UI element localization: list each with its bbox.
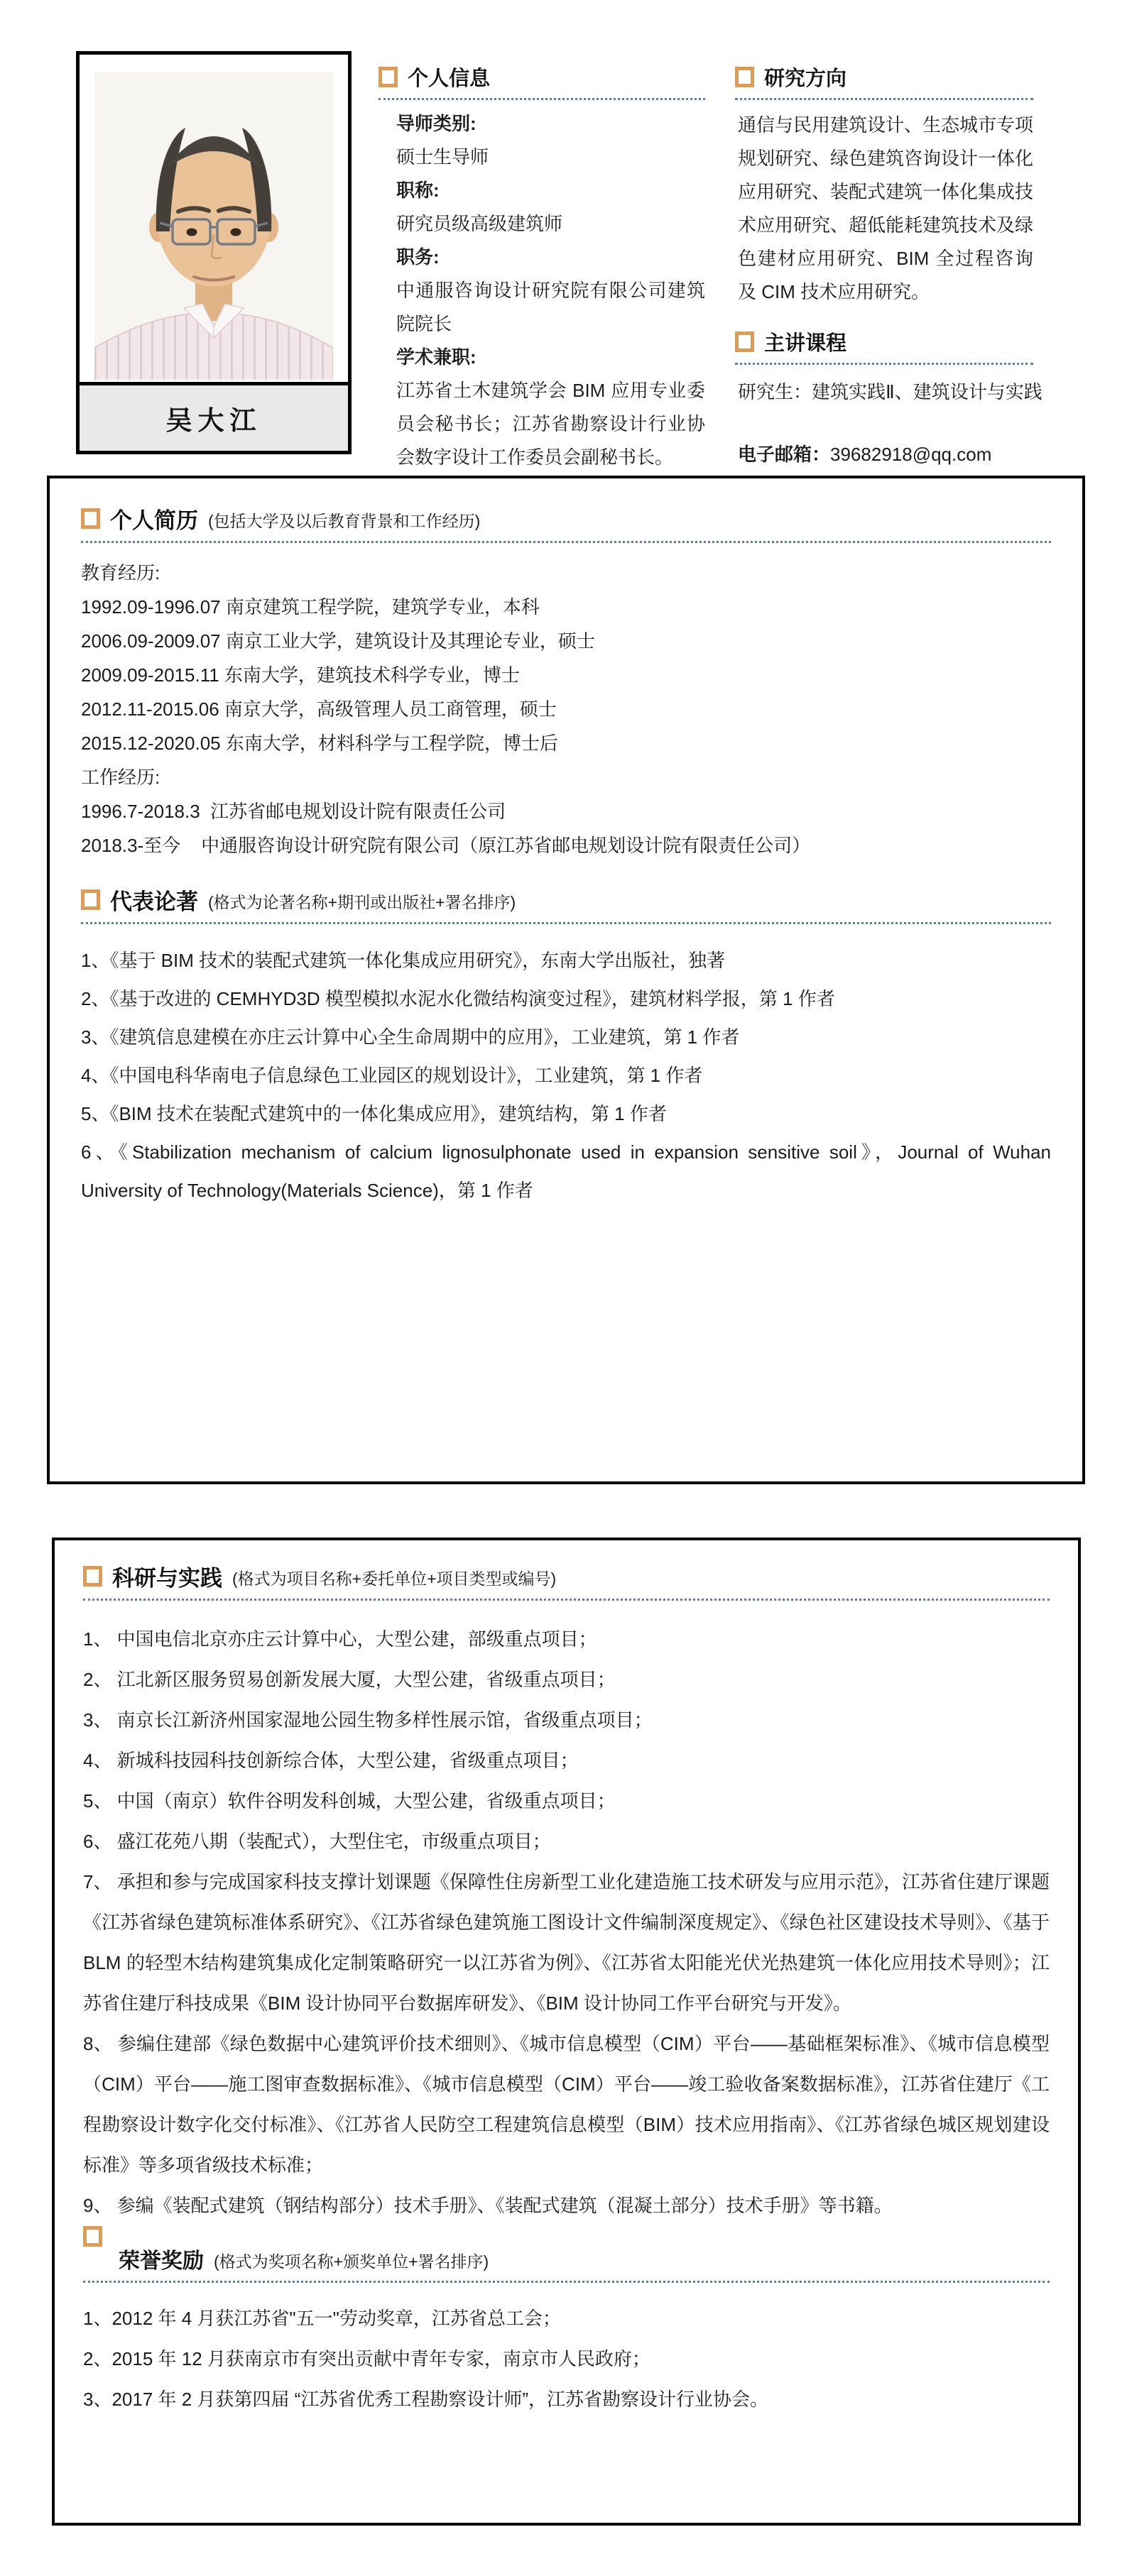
section-marker-icon [81,508,100,529]
section-marker-icon [83,1566,102,1586]
research-direction-title: 研究方向 [764,67,847,90]
education-item: 2006.09-2009.07 南京工业大学，建筑设计及其理论专业，硕士 [81,630,595,652]
info-field-value: 中通服咨询设计研究院有限公司建筑院院长 [396,280,705,334]
info-field-value: 江苏省土木建筑学会 BIM 应用专业委员会秘书长；江苏省勘察设计行业协会数字设计工作委员会副秘书长。 [396,380,705,468]
publication-item: 2、《基于改进的 CEMHYD3D 模型模拟水泥水化微结构演变过程》，建筑材料学报，第 1 作者 [81,988,835,1009]
name-band [80,382,348,451]
section-marker-icon [379,67,398,87]
resume-title: 个人简历 [110,508,198,533]
publication-item: 1、《基于 BIM 技术的装配式建筑一体化集成应用研究》，东南大学出版社，独著 [81,950,726,971]
projects-list [83,1619,1050,2226]
section-marker-icon [83,2226,102,2247]
portrait-illustration [94,72,333,380]
awards-list [83,2298,1050,2420]
info-field [396,107,705,174]
portrait-photo [94,72,333,380]
projects-box [52,1538,1081,2526]
courses-title: 主讲课程 [764,332,847,355]
project-item: 7、 承担和参与完成国家科技支撑计划课题《保障性住房新型工业化建造施工技术研发与应用示范》，江苏省住建厅课题《江苏省绿色建筑标准体系研究》、《江苏省绿色建筑施工图设计文件编制深度规定》、《绿色社区建设技术导则》、《基于 BLM 的轻型木结构建筑集成化定制策略研究一以江苏省为例》、《江苏省太阳能光伏光热建筑一体化应用技术导则》；江苏省住建厅科技成果《BIM 设计协同平台数据库研发》、《BIM 设计协同工作平台研究与开发》。 [83,1871,1050,2014]
personal-info-header [379,62,705,100]
projects-header [83,1560,1050,1601]
photo-card [76,51,352,454]
project-item: 4、 新城科技园科技创新综合体，大型公建，省级重点项目； [83,1750,579,1771]
project-item: 5、 中国（南京）软件谷明发科创城，大型公建，省级重点项目； [83,1790,616,1812]
education-list [81,590,1051,760]
info-field-label: 学术兼职: [396,346,477,368]
publication-item: 5、《BIM 技术在装配式建筑中的一体化集成应用》，建筑结构，第 1 作者 [81,1103,667,1124]
education-label: 教育经历: [81,562,160,583]
projects-note: (格式为项目名称+委托单位+项目类型或编号) [232,1569,557,1588]
project-item: 9、 参编《装配式建筑（钢结构部分）技术手册》、《装配式建筑（混凝土部分）技术手册》等书籍。 [83,2195,893,2216]
resume-note: (包括大学及以后教育背景和工作经历) [208,512,481,530]
section-marker-icon [81,889,100,910]
personal-info-column [379,62,705,474]
projects-title: 科研与实践 [112,1566,222,1591]
awards-header [83,2243,1050,2283]
email-row [738,440,1033,466]
publications-title: 代表论著 [110,889,198,914]
work-label: 工作经历: [81,767,160,788]
publication-item: 6、《Stabilization mechanism of calcium lignosulphonate used in expansion sensitive soil》，Journal of Wuhan University of Technology(Materials Science)，第 1 作者 [81,1141,1051,1201]
publication-item: 4、《中国电科华南电子信息绿色工业园区的规划设计》，工业建筑，第 1 作者 [81,1065,703,1086]
work-list [81,794,1051,862]
project-item: 6、 盛江花苑八期（装配式），大型住宅，市级重点项目； [83,1831,551,1852]
publications-list [81,941,1051,1210]
education-item: 2015.12-2020.05 东南大学，材料科学与工程学院，博士后 [81,733,558,754]
awards-title: 荣誉奖励 [119,2249,204,2273]
research-direction-header [735,62,1033,100]
info-field-label: 职称: [396,180,440,201]
work-item: 1996.7-2018.3 江苏省邮电规划设计院有限责任公司 [81,801,506,822]
research-column [735,62,1042,466]
personal-info-fields [379,107,705,474]
project-item: 8、 参编住建部《绿色数据中心建筑评价技术细则》、《城市信息模型（CIM）平台——基础框架标准》、《城市信息模型（CIM）平台——施工图审查数据标准》、《城市信息模型（CIM）平台——竣工验收备案数据标准》，江苏省住建厅《工程勘察设计数字化交付标准》、《江苏省人民防空工程建筑信息模型（BIM）技术应用指南》、《江苏省绿色城区规划建设标准》等多项省级技术标准； [83,2033,1050,2176]
courses-text: 研究生：建筑实践Ⅱ、建筑设计与实践 [738,381,1042,402]
info-field-value: 研究员级高级建筑师 [396,213,563,234]
education-item: 2012.11-2015.06 南京大学，高级管理人员工商管理，硕士 [81,698,557,720]
project-item: 3、 南京长江新济州国家湿地公园生物多样性展示馆，省级重点项目； [83,1709,653,1731]
education-item: 2009.09-2015.11 东南大学，建筑技术科学专业，博士 [81,664,520,686]
info-field-label: 职务: [396,246,440,268]
info-field-label: 导师类别: [396,113,477,134]
email-value: 39682918@qq.com [830,444,992,465]
work-item: 2018.3-至今 中通服咨询设计研究院有限公司（原江苏省邮电规划设计院有限责任公司） [81,835,811,856]
email-label: 电子邮箱： [738,444,831,465]
info-field [396,174,705,241]
publication-item: 3、《建筑信息建模在亦庄云计算中心全生命周期中的应用》，工业建筑，第 1 作者 [81,1026,740,1048]
awards-note: (格式为奖项名称+颁奖单位+署名排序) [214,2252,489,2271]
section-marker-icon [735,67,754,87]
publications-header [81,884,1051,924]
publications-note: (格式为论著名称+期刊或出版社+署名排序) [208,893,516,911]
info-field [396,241,705,341]
resume-box [47,476,1085,1484]
award-item: 2、2015 年 12 月获南京市有突出贡献中青年专家，南京市人民政府； [83,2348,650,2369]
award-item: 3、2017 年 2 月获第四届 “江苏省优秀工程勘察设计师”，江苏省勘察设计行业协会。 [83,2389,768,2410]
education-item: 1992.09-1996.07 南京建筑工程学院，建筑学专业，本科 [81,596,540,618]
courses-header [735,327,1033,365]
person-name: 吴大江 [165,406,262,435]
personal-info-title: 个人信息 [408,67,491,90]
project-item: 1、 中国电信北京亦庄云计算中心，大型公建，部级重点项目； [83,1628,597,1650]
award-item: 1、2012 年 4 月获江苏省"五一"劳动奖章，江苏省总工会； [83,2308,561,2329]
research-direction-text: 通信与民用建筑设计、生态城市专项规划研究、绿色建筑咨询设计一体化应用研究、装配式建筑一体化集成技术应用研究、超低能耗建筑技术及绿色建材应用研究、BIM 全过程咨询及 CIM 技术应用研究。 [738,114,1034,302]
info-field [396,341,705,474]
section-marker-icon [735,331,754,352]
info-field-value: 硕士生导师 [396,146,489,168]
resume-header [81,503,1051,543]
project-item: 2、 江北新区服务贸易创新发展大厦，大型公建，省级重点项目； [83,1669,616,1690]
